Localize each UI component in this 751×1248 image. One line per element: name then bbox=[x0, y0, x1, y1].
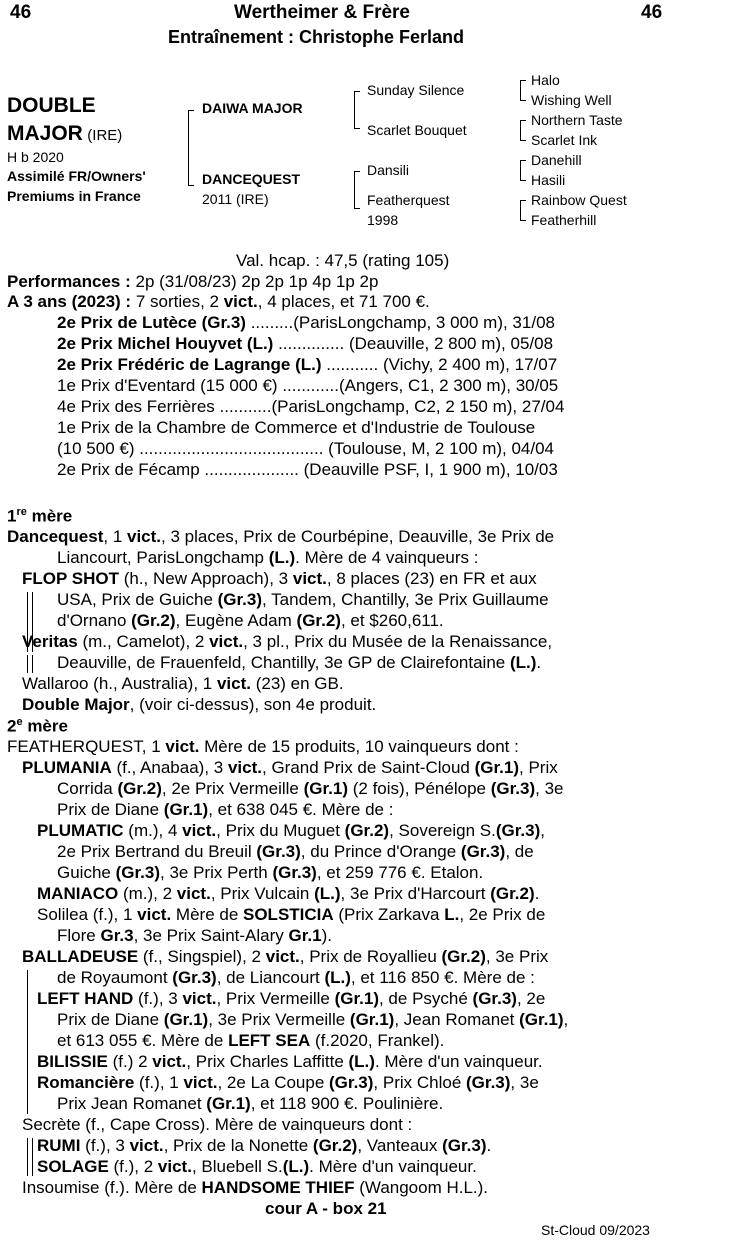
progeny-text: Prix de Diane (Gr.1), 3e Prix Vermeille (Gr.1), Jean Romanet (Gr.1), bbox=[57, 1010, 569, 1029]
progeny-maniaco: MANIACO (m.), 2 vict., Prix Vulcain (L.), 3e Prix d'Harcourt (Gr.2). bbox=[37, 884, 540, 903]
progeny-secrete: Secrète (f., Cape Cross). Mère de vainqueurs dont : bbox=[22, 1115, 413, 1134]
progeny-text: de Royaumont (Gr.3), de Liancourt (L.), et 116 850 €. Mère de : bbox=[57, 968, 535, 987]
progeny-text: Prix Jean Romanet (Gr.1), et 118 900 €. Poulinière. bbox=[57, 1094, 444, 1113]
progeny-solilea: Solilea (f.), 1 vict. Mère de SOLSTICIA (Prix Zarkava L., 2e Prix de bbox=[37, 905, 546, 924]
progeny-text: USA, Prix de Guiche (Gr.3), Tandem, Chantilly, 3e Prix Guillaume bbox=[57, 590, 549, 609]
gen3-danehill: Danehill bbox=[531, 152, 582, 168]
pedigree-bracket-3c bbox=[520, 160, 526, 181]
sale-info: St-Cloud 09/2023 bbox=[541, 1222, 650, 1238]
lot-number-left: 46 bbox=[10, 2, 32, 23]
gen3-wishing-well: Wishing Well bbox=[531, 92, 612, 108]
progeny-bilissie: BILISSIE (f.) 2 vict., Prix Charles Laffitte (L.). Mère d'un vainqueur. bbox=[37, 1052, 543, 1071]
progeny-text: Deauville, de Frauenfeld, Chantilly, 3e GP de Clairefontaine (L.). bbox=[57, 653, 542, 672]
first-dam-title: 1re mère bbox=[7, 506, 73, 526]
box-location: cour A - box 21 bbox=[265, 1199, 387, 1218]
dam-dam-year: 1998 bbox=[367, 212, 399, 228]
progeny-text: Corrida (Gr.2), 2e Prix Vermeille (Gr.1) (2 fois), Pénélope (Gr.3), 3e bbox=[57, 779, 564, 798]
second-dam-text: FEATHERQUEST, 1 vict. Mère de 15 produits, 10 vainqueurs dont : bbox=[7, 737, 519, 756]
progeny-plumania: PLUMANIA (f., Anabaa), 3 vict., Grand Prix de Saint-Cloud (Gr.1), Prix bbox=[22, 758, 558, 777]
progeny-double-major: Double Major, (voir ci-dessus), son 4e produit. bbox=[22, 695, 377, 714]
pedigree-bracket-3a bbox=[520, 80, 526, 101]
progeny-text: 2e Prix Bertrand du Breuil (Gr.3), du Prince d'Orange (Gr.3), de bbox=[57, 842, 534, 861]
pedigree-bracket-3d bbox=[520, 200, 526, 221]
pedigree-bracket-3b bbox=[520, 120, 526, 141]
age3-summary: A 3 ans (2023) : 7 sorties, 2 vict., 4 places, et 71 700 €. bbox=[7, 292, 430, 311]
progeny-text: d'Ornano (Gr.2), Eugène Adam (Gr.2), et $260,611. bbox=[57, 611, 444, 630]
dam-year: 2011 (IRE) bbox=[202, 191, 269, 207]
race-row: (10 500 €) ....................................... (Toulouse, M, 2 100 m), 04/04 bbox=[57, 439, 555, 458]
progeny-bar bbox=[32, 655, 35, 673]
performances: Performances : 2p (31/08/23) 2p 2p 1p 4p 1p 2p bbox=[7, 272, 379, 291]
progeny-insoumise: Insoumise (f.). Mère de HANDSOME THIEF (Wangoom H.L.). bbox=[22, 1178, 489, 1197]
gen3-hasili: Hasili bbox=[531, 172, 566, 188]
trainer: Entraînement : Christophe Ferland bbox=[168, 27, 465, 47]
sire: DAIWA MAJOR bbox=[202, 100, 303, 116]
progeny-text: et 613 055 €. Mère de LEFT SEA (f.2020, Frankel). bbox=[57, 1031, 445, 1050]
horse-name-line2: MAJOR (IRE) bbox=[7, 122, 123, 145]
first-dam-text: Dancequest, 1 vict., 3 places, Prix de Courbépine, Deauville, 3e Prix de bbox=[7, 527, 555, 546]
progeny-bar bbox=[27, 1138, 30, 1176]
premium-line2: Premiums in France bbox=[7, 188, 141, 204]
horse-name-line1: DOUBLE bbox=[7, 94, 96, 117]
pedigree-bracket-sire bbox=[354, 91, 360, 129]
progeny-bar bbox=[27, 655, 30, 673]
progeny-bar bbox=[27, 970, 30, 1114]
dam-dam: Featherquest bbox=[367, 192, 450, 208]
progeny-wallaroo: Wallaroo (h., Australia), 1 vict. (23) en GB. bbox=[22, 674, 344, 693]
gen3-featherhill: Featherhill bbox=[531, 212, 597, 228]
second-dam-title: 2e mère bbox=[7, 716, 68, 736]
pedigree-bracket-dam bbox=[354, 171, 360, 209]
progeny-text: Prix de Diane (Gr.1), et 638 045 €. Mère de : bbox=[57, 800, 394, 819]
progeny-rumi: RUMI (f.), 3 vict., Prix de la Nonette (Gr.2), Vanteaux (Gr.3). bbox=[37, 1136, 492, 1155]
sire-dam: Scarlet Bouquet bbox=[367, 122, 467, 138]
progeny-left-hand: LEFT HAND (f.), 3 vict., Prix Vermeille (Gr.1), de Psyché (Gr.3), 2e bbox=[37, 989, 546, 1008]
gen3-rainbow-quest: Rainbow Quest bbox=[531, 192, 627, 208]
first-dam-text: Liancourt, ParisLongchamp (L.). Mère de 4 vainqueurs : bbox=[57, 548, 479, 567]
race-row: 2e Prix Michel Houyvet (L.) .............. (Deauville, 2 800 m), 05/08 bbox=[57, 334, 554, 353]
race-row: 4e Prix des Ferrières ...........(ParisLongchamp, C2, 2 150 m), 27/04 bbox=[57, 397, 565, 416]
progeny-text: Flore Gr.3, 3e Prix Saint-Alary Gr.1). bbox=[57, 926, 332, 945]
progeny-balladeuse: BALLADEUSE (f., Singspiel), 2 vict., Prix de Royallieu (Gr.2), 3e Prix bbox=[22, 947, 549, 966]
progeny-flop-shot: FLOP SHOT (h., New Approach), 3 vict., 8 places (23) en FR et aux bbox=[22, 569, 537, 588]
owner-name: Wertheimer & Frère bbox=[234, 2, 410, 23]
gen3-halo: Halo bbox=[531, 72, 560, 88]
race-row: 1e Prix d'Eventard (15 000 €) ............(Angers, C1, 2 300 m), 30/05 bbox=[57, 376, 559, 395]
progeny-text: Guiche (Gr.3), 3e Prix Perth (Gr.3), et 259 776 €. Etalon. bbox=[57, 863, 484, 882]
progeny-bar bbox=[32, 1138, 35, 1176]
premium-line1: Assimilé FR/Owners' bbox=[7, 168, 146, 184]
race-row: 2e Prix Frédéric de Lagrange (L.) ........... (Vichy, 2 400 m), 17/07 bbox=[57, 355, 558, 374]
val-hcap: Val. hcap. : 47,5 (rating 105) bbox=[236, 251, 450, 270]
lot-number-right: 46 bbox=[641, 2, 663, 23]
horse-details: H b 2020 bbox=[7, 149, 64, 165]
progeny-solage: SOLAGE (f.), 2 vict., Bluebell S.(L.). Mère d'un vainqueur. bbox=[37, 1157, 477, 1176]
dam: DANCEQUEST bbox=[202, 171, 301, 187]
progeny-plumatic: PLUMATIC (m.), 4 vict., Prix du Muguet (Gr.2), Sovereign S.(Gr.3), bbox=[37, 821, 545, 840]
progeny-veritas: Veritas (m., Camelot), 2 vict., 3 pl., Prix du Musée de la Renaissance, bbox=[22, 632, 553, 651]
sire-sire: Sunday Silence bbox=[367, 82, 465, 98]
gen3-northern-taste: Northern Taste bbox=[531, 112, 623, 128]
pedigree-bracket-gen1 bbox=[188, 110, 194, 186]
dam-sire: Dansili bbox=[367, 162, 410, 178]
progeny-romanciere: Romancière (f.), 1 vict., 2e La Coupe (Gr.3), Prix Chloé (Gr.3), 3e bbox=[37, 1073, 539, 1092]
race-row: 2e Prix de Lutèce (Gr.3) .........(ParisLongchamp, 3 000 m), 31/08 bbox=[57, 313, 555, 332]
race-row: 2e Prix de Fécamp .................... (Deauville PSF, I, 1 900 m), 10/03 bbox=[57, 460, 558, 479]
horse-origin: (IRE) bbox=[87, 127, 123, 144]
race-row: 1e Prix de la Chambre de Commerce et d'Industrie de Toulouse bbox=[57, 418, 536, 437]
gen3-scarlet-ink: Scarlet Ink bbox=[531, 132, 598, 148]
